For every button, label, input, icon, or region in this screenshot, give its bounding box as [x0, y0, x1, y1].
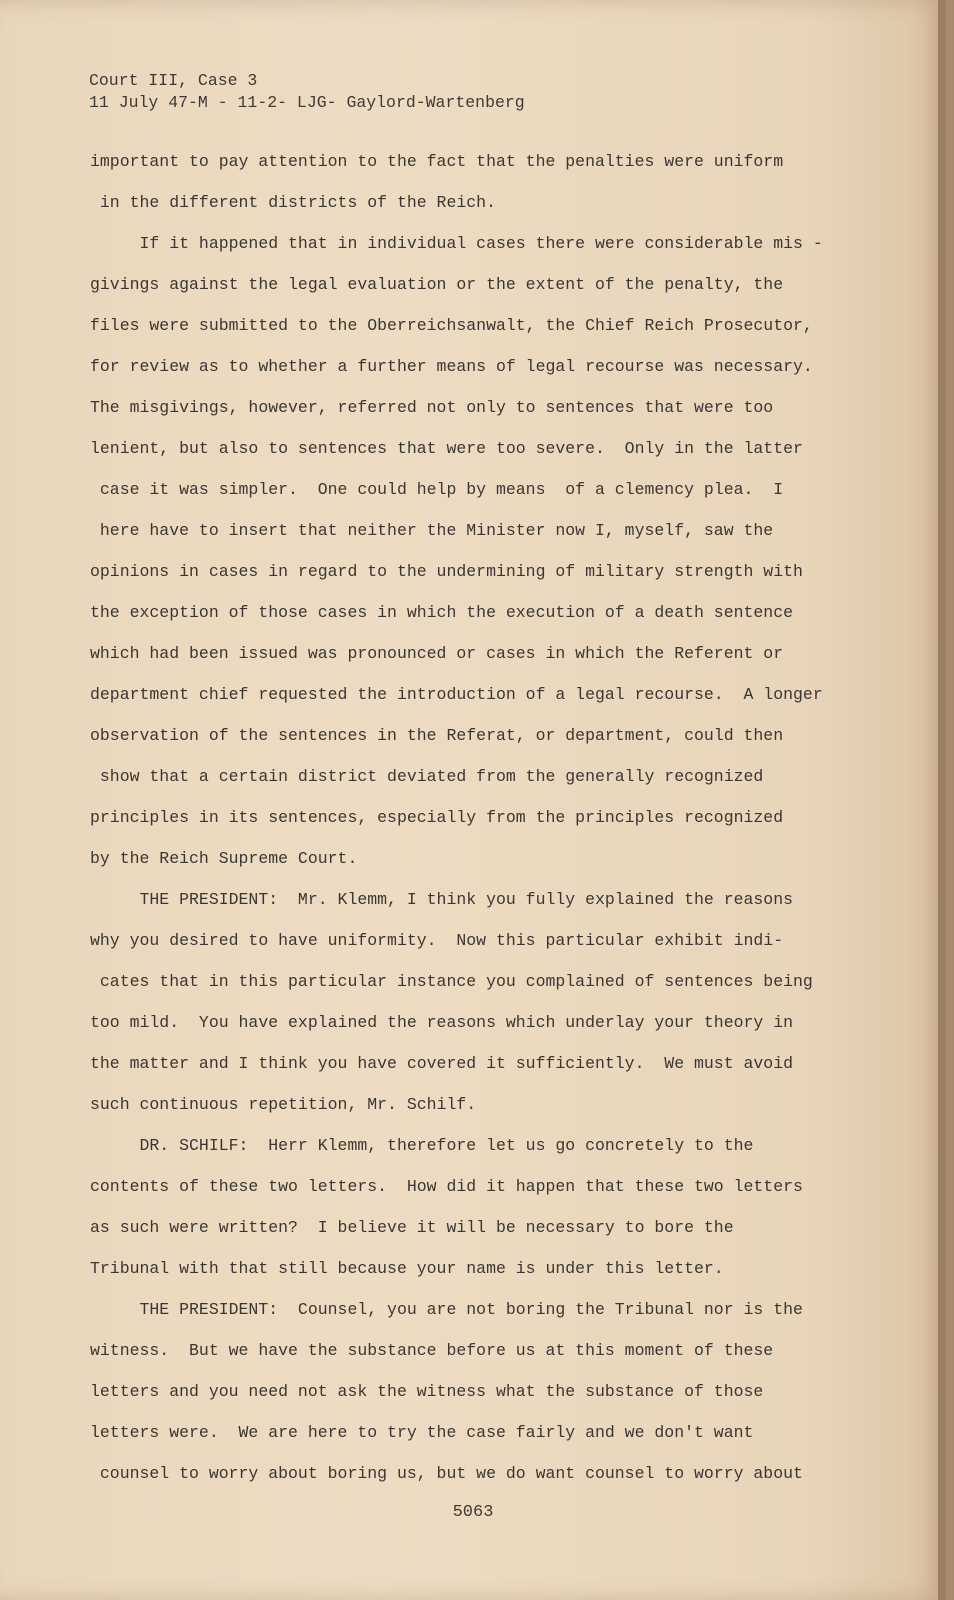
text-line: in the different districts of the Reich. — [90, 193, 496, 212]
text-line: letters and you need not ask the witness what the substance of those — [90, 1382, 764, 1401]
text-line: cates that in this particular instance you complained of sentences being — [90, 972, 813, 991]
text-line: for review as to whether a further means of legal recourse was necessary. — [90, 357, 813, 376]
text-line: opinions in cases in regard to the undermining of military strength with — [90, 562, 803, 581]
header-date-reference: 11 July 47-M - 11-2- LJG- Gaylord-Wartenberg — [89, 93, 525, 112]
text-line: The misgivings, however, referred not only to sentences that were too — [90, 398, 774, 417]
text-line: the exception of those cases in which the execution of a death sentence — [90, 603, 794, 622]
text-line: Tribunal with that still because your name is under this letter. — [90, 1259, 724, 1278]
text-line: counsel to worry about boring us, but we do want counsel to worry about — [90, 1464, 803, 1483]
text-line: as such were written? I believe it will be necessary to bore the — [90, 1218, 734, 1237]
text-line: department chief requested the introduction of a legal recourse. A longer — [90, 685, 823, 704]
text-line: contents of these two letters. How did it happen that these two letters — [90, 1177, 803, 1196]
text-line: files were submitted to the Oberreichsanwalt, the Chief Reich Prosecutor, — [90, 316, 813, 335]
text-line: THE PRESIDENT: Mr. Klemm, I think you fully explained the reasons — [90, 890, 794, 909]
text-line: lenient, but also to sentences that were too severe. Only in the latter — [90, 439, 803, 458]
text-line: principles in its sentences, especially from the principles recognized — [90, 808, 784, 827]
text-line: If it happened that in individual cases there were considerable mis - — [90, 234, 823, 253]
page-number: 5063 — [452, 1503, 494, 1522]
text-line: observation of the sentences in the Referat, or department, could then — [90, 726, 784, 745]
text-line: letters were. We are here to try the case fairly and we don't want — [90, 1423, 754, 1442]
text-line: which had been issued was pronounced or cases in which the Referent or — [90, 644, 784, 663]
text-line: too mild. You have explained the reasons which underlay your theory in — [90, 1013, 794, 1032]
text-line: such continuous repetition, Mr. Schilf. — [90, 1095, 477, 1114]
header-court-case: Court III, Case 3 — [89, 71, 258, 90]
text-line: here have to insert that neither the Minister now I, myself, saw the — [90, 521, 774, 540]
text-line: DR. SCHILF: Herr Klemm, therefore let us go concretely to the — [90, 1136, 754, 1155]
text-line: THE PRESIDENT: Counsel, you are not boring the Tribunal nor is the — [90, 1300, 803, 1319]
transcript-body — [90, 150, 860, 1503]
text-line: why you desired to have uniformity. Now this particular exhibit indi- — [90, 931, 784, 950]
text-line: case it was simpler. One could help by means of a clemency plea. I — [90, 480, 784, 499]
text-line: show that a certain district deviated from the generally recognized — [90, 767, 764, 786]
text-line: important to pay attention to the fact that the penalties were uniform — [90, 152, 784, 171]
text-line: givings against the legal evaluation or the extent of the penalty, the — [90, 275, 784, 294]
page-edge — [938, 0, 946, 1600]
text-line: by the Reich Supreme Court. — [90, 849, 358, 868]
text-line: the matter and I think you have covered it sufficiently. We must avoid — [90, 1054, 794, 1073]
text-line: witness. But we have the substance before us at this moment of these — [90, 1341, 774, 1360]
page-header — [89, 70, 525, 114]
